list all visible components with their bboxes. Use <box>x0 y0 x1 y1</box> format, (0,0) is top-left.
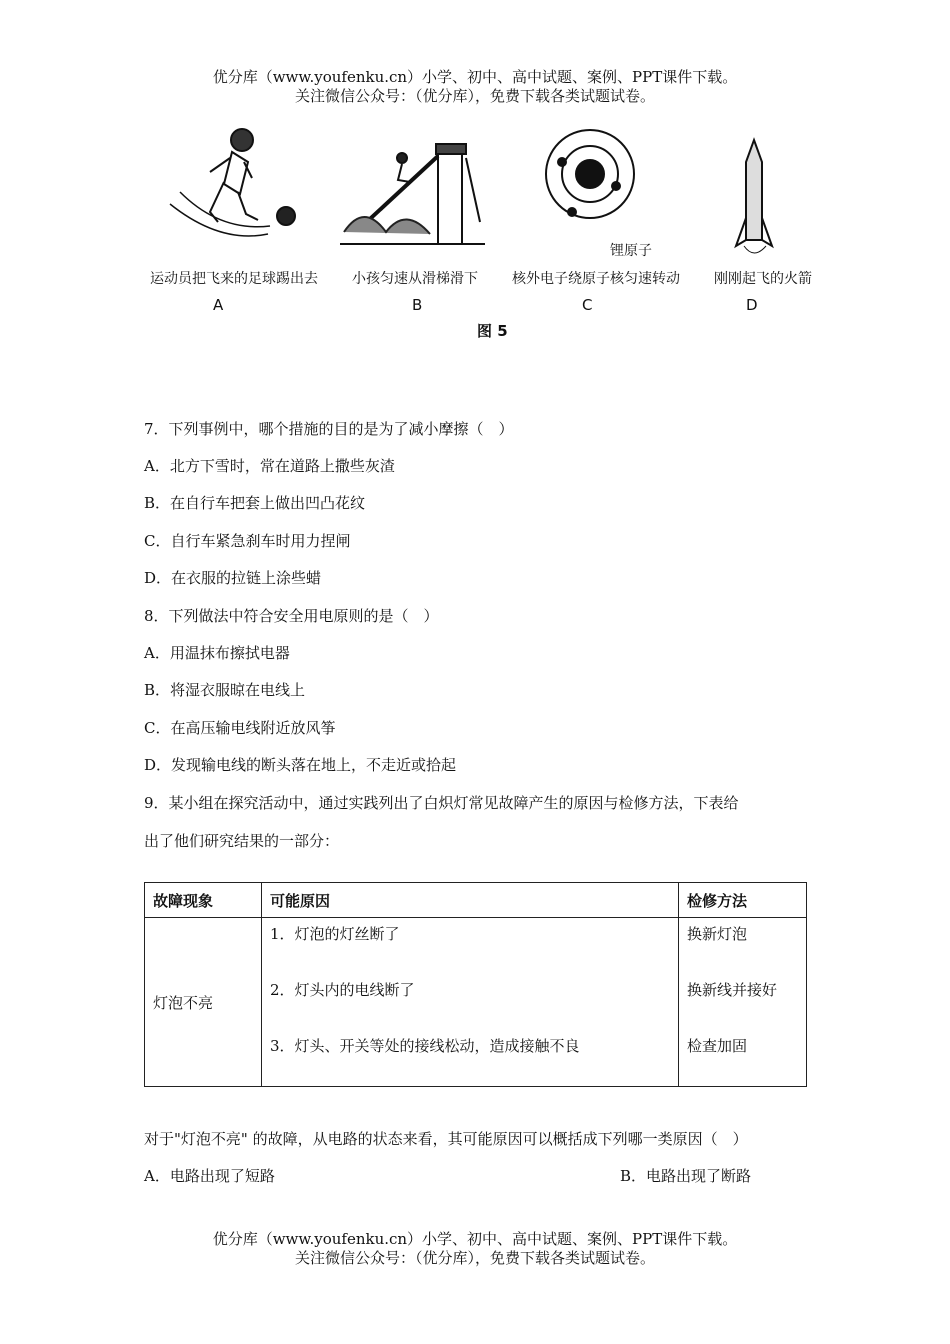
header-line-1: 优分库（www.youfenku.cn）小学、初中、高中试题、案例、PPT课件下载。 <box>212 68 738 86</box>
method-2: 换新线并接好 <box>687 981 778 999</box>
q8-option-a: A．用温抹布擦拭电器 <box>144 644 290 662</box>
cause-2: 2．灯头内的电线断了 <box>270 981 415 999</box>
header-line-2: 关注微信公众号：（优分库），免费下载各类试题试卷。 <box>294 87 655 105</box>
table-row <box>145 918 807 1087</box>
q9-option-a: A．电路出现了短路 <box>144 1167 275 1185</box>
letter-a: A <box>213 296 224 314</box>
q7-option-d: D．在衣服的拉链上涂些蜡 <box>144 569 322 587</box>
slide-illustration <box>340 144 485 244</box>
fault-table <box>144 882 807 1087</box>
q8-option-b: B．将湿衣服晾在电线上 <box>144 681 306 699</box>
caption-a: 运动员把飞来的足球踢出去 <box>150 271 318 287</box>
method-3: 检查加固 <box>687 1037 748 1055</box>
q7-option-b: B．在自行车把套上做出凹凸花纹 <box>144 494 366 512</box>
caption-d: 刚刚起飞的火箭 <box>714 271 812 287</box>
figure-illustrations <box>140 122 830 347</box>
q7-stem: 7．下列事例中，哪个措施的目的是为了减小摩擦（ ） <box>144 420 514 438</box>
footballer-illustration <box>170 129 295 236</box>
q9-stem-line-1: 9．某小组在探究活动中，通过实践列出了白炽灯常见故障产生的原因与检修方法，下表给 <box>144 794 739 812</box>
header <box>0 68 950 106</box>
method-cell <box>679 918 807 1087</box>
figure-title: 图 5 <box>477 322 508 340</box>
q9-followup: 对于"灯泡不亮" 的故障，从电路的状态来看，其可能原因可以概括成下列哪一类原因（ ） <box>144 1130 748 1148</box>
atom-label: 锂原子 <box>610 243 652 259</box>
caption-b: 小孩匀速从滑梯滑下 <box>352 271 478 287</box>
letter-d: D <box>746 296 758 314</box>
lithium-atom-illustration <box>546 130 634 218</box>
figure-5 <box>140 122 830 347</box>
method-1: 换新灯泡 <box>687 925 748 943</box>
q7-option-c: C．自行车紧急刹车时用力捏闸 <box>144 532 351 550</box>
footer-line-2: 关注微信公众号：（优分库），免费下载各类试题试卷。 <box>294 1249 655 1267</box>
header-cause: 可能原因 <box>262 883 679 918</box>
letter-b: B <box>412 296 423 314</box>
rocket-illustration <box>736 140 772 253</box>
phenomenon-cell: 灯泡不亮 <box>145 918 262 1087</box>
q7-option-a: A．北方下雪时，常在道路上撒些灰渣 <box>144 457 395 475</box>
cause-cell <box>262 918 679 1087</box>
caption-c: 核外电子绕原子核匀速转动 <box>512 271 680 287</box>
letter-c: C <box>582 296 593 314</box>
header-method: 检修方法 <box>679 883 807 918</box>
q9-option-b: B．电路出现了断路 <box>620 1167 752 1185</box>
q8-option-d: D．发现输电线的断头落在地上，不走近或拾起 <box>144 756 457 774</box>
q8-option-c: C．在高压输电线附近放风筝 <box>144 719 336 737</box>
cause-1: 1．灯泡的灯丝断了 <box>270 925 400 943</box>
cause-3: 3．灯头、开关等处的接线松动，造成接触不良 <box>270 1037 580 1055</box>
footer <box>0 1230 950 1268</box>
q9-stem-line-2: 出了他们研究结果的一部分： <box>144 832 340 850</box>
table-header-row <box>145 883 807 918</box>
footer-line-1: 优分库（www.youfenku.cn）小学、初中、高中试题、案例、PPT课件下载。 <box>212 1230 738 1248</box>
q8-stem: 8．下列做法中符合安全用电原则的是（ ） <box>144 607 439 625</box>
header-phenomenon: 故障现象 <box>145 883 262 918</box>
